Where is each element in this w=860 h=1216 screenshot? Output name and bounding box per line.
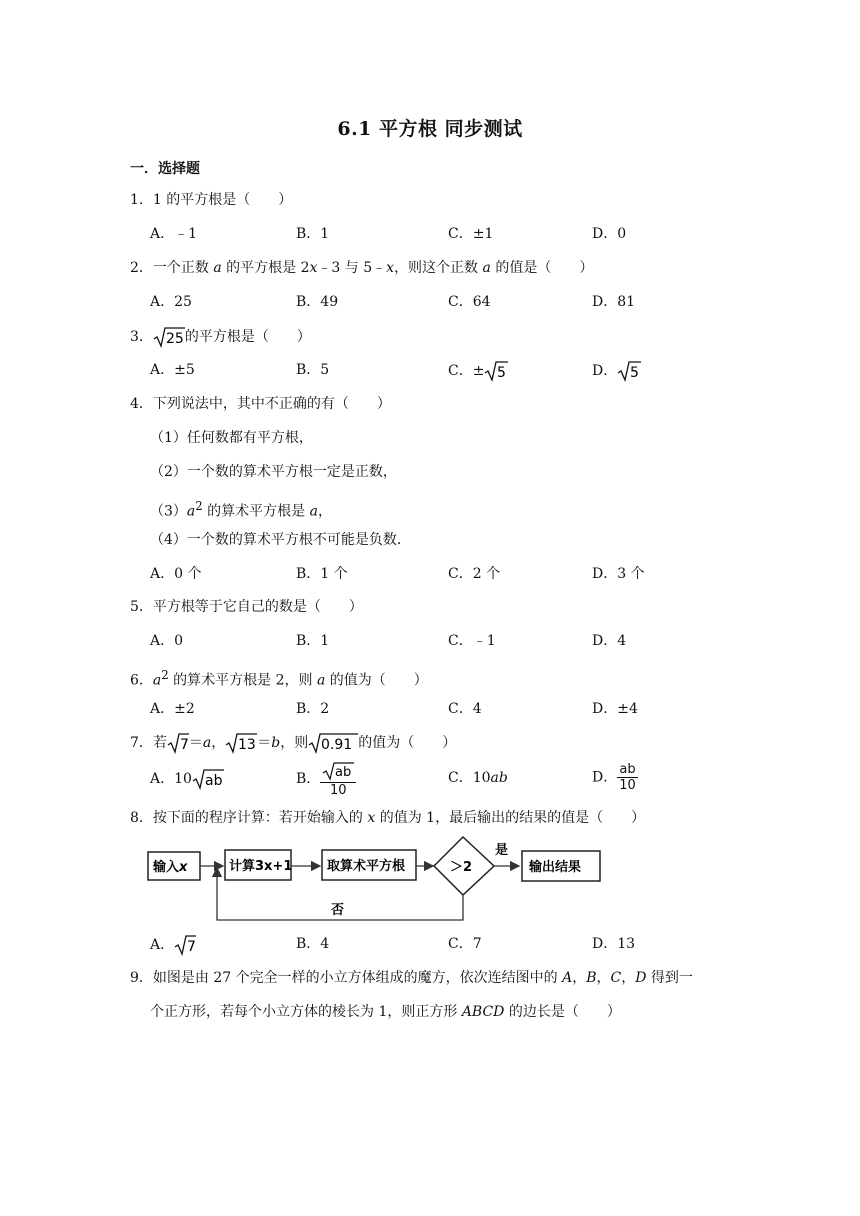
- q4-statement-3: $(3)a^2$ 的算术平方根是 a，: [150, 499, 332, 520]
- svg-text:＞2: ＞2: [450, 860, 473, 875]
- q8-option-c: C．7: [448, 936, 482, 952]
- svg-text:输出结果: 输出结果: [529, 860, 582, 875]
- sqrt-5: [484, 360, 508, 382]
- q1-option-d: D．0: [592, 226, 627, 242]
- q8-option-a: A． 7: [150, 934, 196, 956]
- svg-text:是: 是: [495, 843, 509, 858]
- question-5: 5．平方根等于它自己的数是（ ）: [130, 599, 363, 615]
- sqrt-0-91: [308, 732, 358, 754]
- question-2: 2．一个正数 a 的平方根是 2x﹣3 与 5﹣x，则这个正数 a 的值是（ ）: [130, 260, 594, 276]
- q2-option-d: D．81: [592, 294, 636, 310]
- svg-text:否: 否: [331, 903, 345, 918]
- q4-statement-2: （2）一个数的算术平方根一定是正数，: [150, 464, 397, 480]
- question-1: 1．1 的平方根是（ ）: [130, 192, 293, 208]
- svg-text:25: 25: [165, 331, 184, 347]
- q4-statement-4: （4）一个数的算术平方根不可能是负数．: [150, 532, 411, 548]
- q3-option-b: B．5: [296, 362, 330, 378]
- q6-option-d: D．±4: [592, 701, 638, 717]
- q4-option-d: D．3 个: [592, 566, 645, 582]
- sqrt-7: [167, 732, 189, 754]
- q3-option-d: D． 5: [592, 360, 641, 382]
- q4-option-c: C．2 个: [448, 566, 501, 582]
- question-8: 8．按下面的程序计算：若开始输入的 x 的值为 1，最后输出的结果的值是（ ）: [130, 810, 646, 826]
- svg-text:13: 13: [238, 737, 257, 753]
- svg-text:输入x: 输入x: [153, 860, 188, 875]
- svg-text:ab: ab: [335, 765, 352, 780]
- svg-text:7: 7: [179, 737, 189, 753]
- question-9-line-1: 9．如图是由 27 个完全一样的小立方体组成的魔方，依次连结图中的 A，B，C，D 得到一: [130, 970, 693, 986]
- sqrt-13: [225, 732, 257, 754]
- question-7: 7．若 7 ＝a， 13 ＝b，则 0.91 的值为（ ）: [130, 732, 456, 754]
- q5-option-d: D．4: [592, 633, 627, 649]
- q2-option-c: C．64: [448, 294, 491, 310]
- q5-option-a: A．0: [150, 633, 184, 649]
- svg-text:0.91: 0.91: [321, 737, 353, 753]
- svg-text:7: 7: [187, 939, 197, 955]
- question-3: 3． 25 的平方根是（ ）: [130, 326, 311, 348]
- q7-option-d: D． $\frac{ab}{10}$: [592, 762, 636, 793]
- sqrt-7: [174, 934, 196, 956]
- q1-option-a: A．﹣1: [150, 226, 198, 242]
- q3-option-c: C．± 5: [448, 360, 508, 382]
- sqrt-25: [153, 326, 185, 348]
- q2-option-a: A．25: [150, 294, 192, 310]
- q8-option-b: B．4: [296, 936, 330, 952]
- page-title: 6.1 平方根 同步测试: [337, 118, 523, 140]
- q8-option-d: D．13: [592, 936, 636, 952]
- svg-text:5: 5: [497, 365, 507, 381]
- q6-option-c: C．4: [448, 701, 482, 717]
- sqrt-ab: [192, 768, 224, 790]
- q7-option-c: C．10ab: [448, 770, 508, 786]
- q4-option-b: B．1 个: [296, 566, 348, 582]
- svg-text:计算3x+1: 计算3x+1: [229, 859, 293, 874]
- q4-option-a: A．0 个: [150, 566, 202, 582]
- section-heading: 一．选择题: [130, 161, 200, 177]
- q3-option-a: A．±5: [150, 362, 195, 378]
- flowchart: [145, 836, 615, 928]
- q5-option-b: B．1: [296, 633, 330, 649]
- svg-text:ab: ab: [204, 773, 223, 789]
- q5-option-c: C．﹣1: [448, 633, 496, 649]
- q7-option-a: A．10 ab: [150, 768, 224, 790]
- q7-option-b: B． $\frac{ab}{10}$: [296, 760, 356, 798]
- q4-statement-1: （1）任何数都有平方根，: [150, 430, 313, 446]
- fraction: $\frac{ab}{10}$: [320, 760, 356, 798]
- q1-option-c: C．±1: [448, 226, 494, 242]
- question-6: 6．$a^2$ 的算术平方根是 2，则 a 的值为（ ）: [130, 668, 428, 689]
- question-4: 4．下列说法中，其中不正确的有（ ）: [130, 396, 391, 412]
- sqrt-ab: [322, 760, 354, 782]
- q2-option-b: B．49: [296, 294, 339, 310]
- q1-option-b: B．1: [296, 226, 330, 242]
- sqrt-5: [617, 360, 641, 382]
- svg-text:5: 5: [630, 365, 640, 381]
- question-9-line-2: 个正方形，若每个小立方体的棱长为 1，则正方形 ABCD 的边长是（ ）: [150, 1004, 621, 1020]
- svg-text:取算术平方根: 取算术平方根: [327, 859, 406, 874]
- q6-option-a: A．±2: [150, 701, 195, 717]
- fraction: $\frac{ab}{10}$: [619, 762, 636, 793]
- q6-option-b: B．2: [296, 701, 330, 717]
